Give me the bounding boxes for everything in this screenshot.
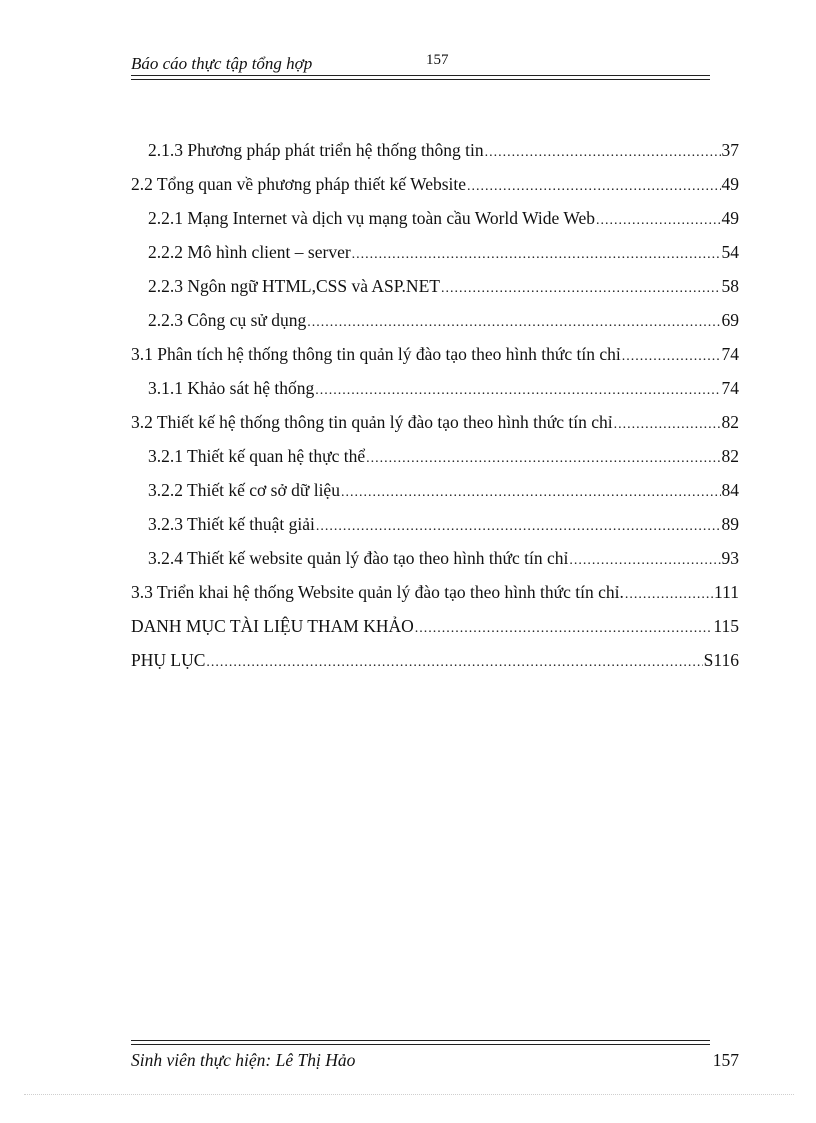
- toc-entry-title: 2.2.3 Công cụ sử dụng: [148, 310, 307, 330]
- toc-dot-leader: [307, 315, 720, 331]
- toc-entry-title: 2.2.2 Mô hình client – server: [148, 242, 351, 262]
- toc-dot-leader: [569, 553, 720, 569]
- toc-entry-title: 3.1 Phân tích hệ thống thông tin quản lý đào tạo theo hình thức tín chỉ: [131, 344, 621, 364]
- toc-entry: [131, 616, 739, 650]
- footer-rule-bottom: [131, 1044, 710, 1045]
- toc-dot-leader: [415, 621, 713, 637]
- toc-entry: [131, 480, 739, 514]
- toc-entry-page: 74: [721, 378, 739, 398]
- footer-rule-top: [131, 1040, 710, 1041]
- toc-entry-title: DANH MỤC TÀI LIỆU THAM KHẢO: [131, 616, 414, 636]
- toc-entry-page: S116: [703, 650, 739, 670]
- toc-entry-page: 115: [713, 616, 739, 636]
- toc-entry-page: 37: [721, 140, 739, 160]
- header-page-number: 157: [426, 52, 449, 68]
- toc-entry-page: 49: [721, 208, 739, 228]
- toc-entry: [131, 208, 739, 242]
- toc-entry-title: 3.2.3 Thiết kế thuật giải: [148, 514, 315, 534]
- toc-entry: [131, 446, 739, 480]
- toc-dot-leader: [316, 519, 721, 535]
- toc-dot-leader: [441, 281, 721, 297]
- toc-dot-leader: [596, 213, 721, 229]
- toc-entry: [131, 378, 739, 412]
- toc-entry: [131, 310, 739, 344]
- toc-entry: [131, 582, 739, 616]
- toc-dot-leader: [206, 655, 702, 671]
- toc-entry-page: 89: [721, 514, 739, 534]
- toc-dot-leader: [614, 417, 721, 433]
- toc-entry-title: 2.2.1 Mạng Internet và dịch vụ mạng toàn cầu World Wide Web: [148, 208, 595, 228]
- header-rule-bottom: [131, 79, 710, 80]
- toc-entry-page: 93: [721, 548, 739, 568]
- toc-entry: [131, 514, 739, 548]
- toc-entry-title: 3.2 Thiết kế hệ thống thông tin quản lý đào tạo theo hình thức tín chỉ: [131, 412, 613, 432]
- toc-entry-title: 2.2.3 Ngôn ngữ HTML,CSS và ASP.NET: [148, 276, 440, 296]
- header-rule-top: [131, 75, 710, 76]
- toc-dot-leader: [315, 383, 720, 399]
- header-title: Báo cáo thực tập tổng hợp: [131, 54, 313, 73]
- toc-entry: [131, 650, 739, 684]
- toc-entry-page: 111: [714, 582, 739, 602]
- toc-entry-page: 74: [721, 344, 739, 364]
- toc-dot-leader: [467, 179, 720, 195]
- toc-entry-title: 3.2.1 Thiết kế quan hệ thực thể: [148, 446, 366, 466]
- page-bottom-divider: [24, 1094, 794, 1095]
- toc-dot-leader: [485, 145, 721, 161]
- toc-dot-leader: [622, 349, 721, 365]
- toc-dot-leader: [625, 587, 713, 603]
- toc-entry: [131, 242, 739, 276]
- toc-entry-title: 3.2.4 Thiết kế website quản lý đào tạo theo hình thức tín chỉ: [148, 548, 569, 568]
- toc-dot-leader: [366, 451, 720, 467]
- toc-entry: [131, 412, 739, 446]
- toc-entry-page: 49: [721, 174, 739, 194]
- toc-entry-title: PHỤ LỤC: [131, 650, 206, 670]
- table-of-contents: [131, 140, 739, 684]
- toc-entry-title: 3.2.2 Thiết kế cơ sở dữ liệu: [148, 480, 340, 500]
- toc-entry-page: 54: [721, 242, 739, 262]
- toc-entry: [131, 276, 739, 310]
- toc-entry-title: 3.1.1 Khảo sát hệ thống: [148, 378, 315, 398]
- toc-entry: [131, 174, 739, 208]
- page-footer: [131, 1050, 739, 1078]
- footer-page-number: 157: [712, 1050, 739, 1070]
- toc-entry-title: 3.3 Triển khai hệ thống Website quản lý đào tạo theo hình thức tín chỉ.: [131, 582, 624, 602]
- toc-entry-title: 2.2 Tổng quan về phương pháp thiết kế Website: [131, 174, 467, 194]
- toc-entry: [131, 548, 739, 582]
- footer-author: Sinh viên thực hiện: Lê Thị Hảo: [131, 1050, 356, 1070]
- toc-entry-title: 2.1.3 Phương pháp phát triển hệ thống thông tin: [148, 140, 484, 160]
- toc-entry-page: 58: [721, 276, 739, 296]
- toc-entry: [131, 344, 739, 378]
- toc-entry: [131, 140, 739, 174]
- toc-dot-leader: [352, 247, 721, 263]
- toc-entry-page: 82: [721, 446, 739, 466]
- toc-entry-page: 69: [721, 310, 739, 330]
- toc-entry-page: 82: [721, 412, 739, 432]
- toc-entry-page: 84: [721, 480, 739, 500]
- toc-dot-leader: [341, 485, 721, 501]
